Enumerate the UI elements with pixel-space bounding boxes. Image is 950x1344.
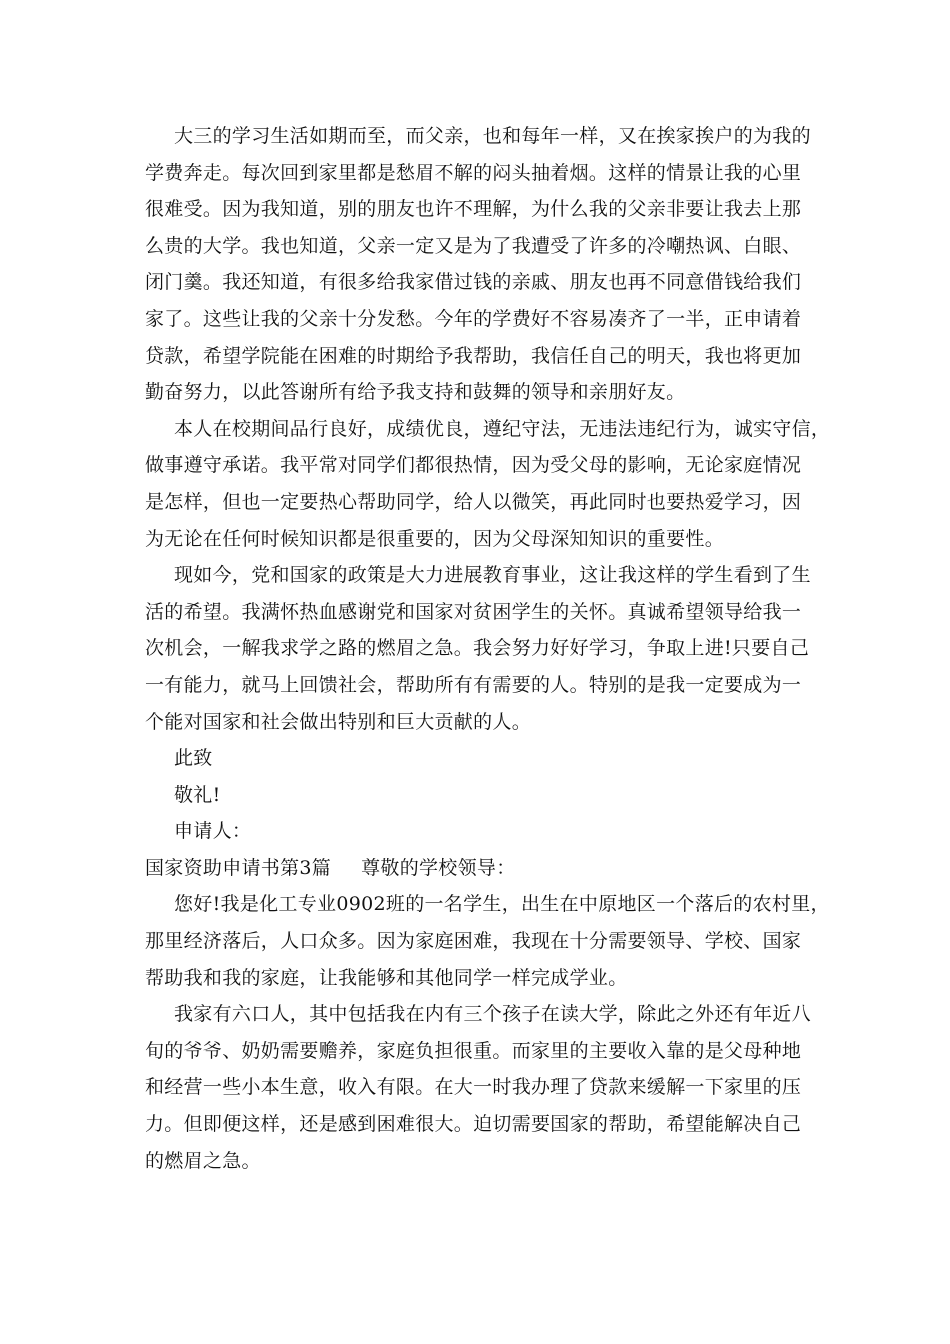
text-line: 闭门羹。我还知道，有很多给我家借过钱的亲戚、朋友也再不同意借钱给我们 — [145, 271, 802, 294]
applicant-line: 申请人： — [174, 820, 252, 843]
document-body — [145, 118, 831, 1179]
text-line: 么贵的大学。我也知道，父亲一定又是为了我遭受了许多的冷嘲热讽、白眼、 — [145, 234, 802, 257]
text-line: 很难受。因为我知道，别的朋友也许不理解，为什么我的父亲非要让我去上那 — [145, 198, 802, 221]
text-line: 那里经济落后，人口众多。因为家庭困难，我现在十分需要领导、学校、国家 — [145, 930, 802, 953]
closing-line: 此致 — [174, 747, 213, 770]
text-line: 勤奋努力，以此答谢所有给予我支持和鼓舞的领导和亲朋好友。 — [145, 381, 686, 404]
text-line: 贷款，希望学院能在困难的时期给予我帮助，我信任自己的明天，我也将更加 — [145, 344, 802, 367]
text-line: 活的希望。我满怀热血感谢党和国家对贫困学生的关怀。真诚希望领导给我一 — [145, 600, 802, 623]
text-line: 一有能力，就马上回馈社会，帮助所有有需要的人。特别的是我一定要成为一 — [145, 673, 802, 696]
text-line: 学费奔走。每次回到家里都是愁眉不解的闷头抽着烟。这样的情景让我的心里 — [145, 161, 802, 184]
greeting: 尊敬的学校领导： — [361, 856, 516, 879]
text-line: 帮助我和我的家庭，让我能够和其他同学一样完成学业。 — [145, 966, 628, 989]
text-line: 是怎样，但也一定要热心帮助同学，给人以微笑，再此同时也要热爱学习，因 — [145, 490, 802, 513]
text-line: 旬的爷爷、奶奶需要赡养，家庭负担很重。而家里的主要收入靠的是父母种地 — [145, 1039, 802, 1062]
text-line: 的燃眉之急。 — [145, 1149, 261, 1172]
section-title: 国家资助申请书第3篇 — [145, 856, 332, 879]
salutation-line: 敬礼! — [174, 783, 221, 806]
text-line: 做事遵守承诺。我平常对同学们都很热情，因为受父母的影响，无论家庭情况 — [145, 454, 802, 477]
text-line: 和经营一些小本生意，收入有限。在大一时我办理了贷款来缓解一下家里的压 — [145, 1076, 802, 1099]
text-line: 您好!我是化工专业0902班的一名学生，出生在中原地区一个落后的农村里， — [174, 893, 830, 916]
text-line: 个能对国家和社会做出特别和巨大贡献的人。 — [145, 710, 532, 733]
text-line: 力。但即便这样，还是感到困难很大。迫切需要国家的帮助，希望能解决自己 — [145, 1113, 802, 1136]
text-line: 家了。这些让我的父亲十分发愁。今年的学费好不容易凑齐了一半，正申请着 — [145, 307, 802, 330]
text-line: 大三的学习生活如期而至，而父亲，也和每年一样，又在挨家挨户的为我的 — [174, 125, 811, 147]
text-line: 次机会，一解我求学之路的燃眉之急。我会努力好好学习，争取上进!只要自己 — [145, 637, 810, 660]
heading-line — [145, 850, 825, 887]
text-line: 本人在校期间品行良好，成绩优良，遵纪守法，无违法违纪行为，诚实守信， — [174, 417, 831, 440]
text-line: 为无论在任何时候知识都是很重要的，因为父母深知知识的重要性。 — [145, 527, 725, 550]
text-line: 我家有六口人，其中包括我在内有三个孩子在读大学，除此之外还有年近八 — [174, 1003, 811, 1026]
text-line: 现如今，党和国家的政策是大力进展教育事业，这让我这样的学生看到了生 — [174, 564, 811, 587]
